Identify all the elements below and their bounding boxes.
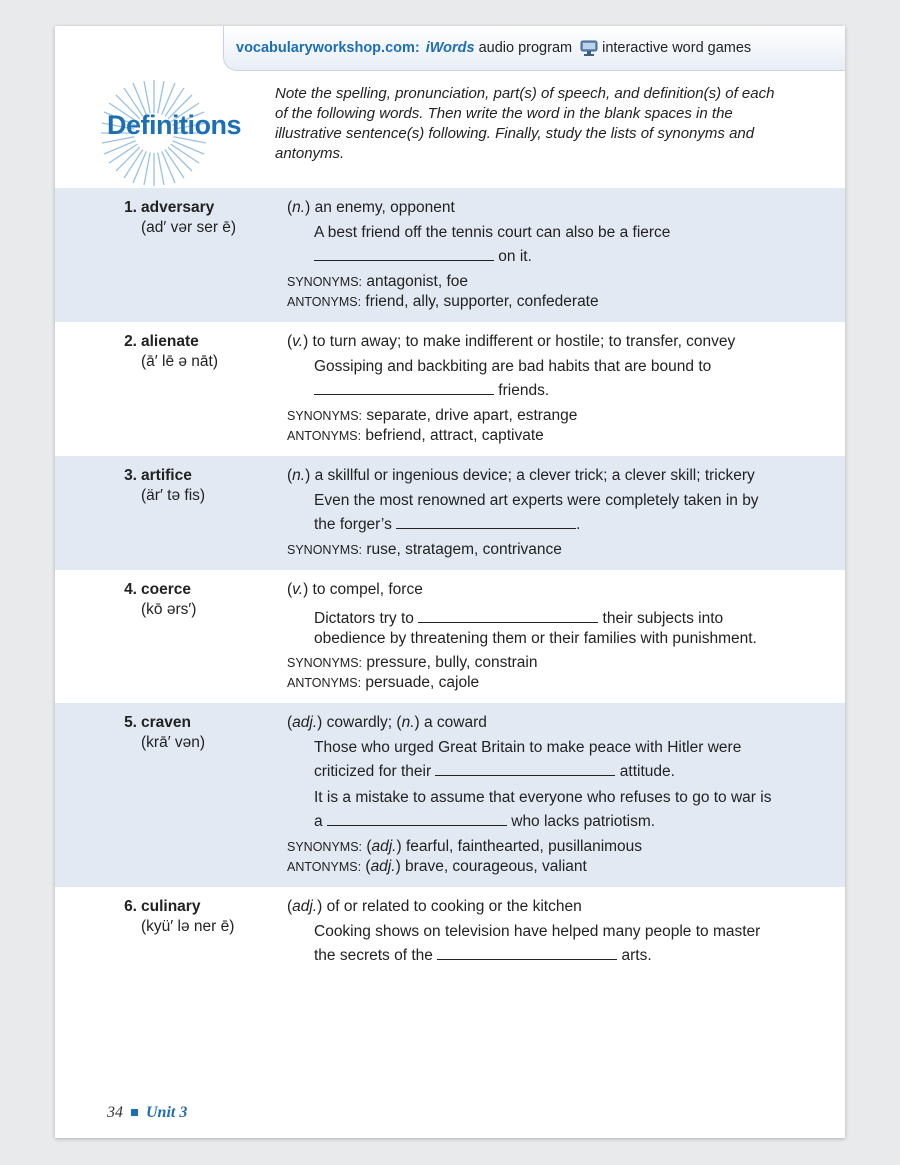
entry-word: artifice (141, 467, 192, 484)
synonyms-text: fearful, fainthearted, pusillanimous (401, 838, 643, 855)
sentence-text: Gossiping and backbiting are bad habits that are bound to (314, 358, 712, 375)
definition-text: to compel, force (308, 581, 423, 598)
illustrative-sentence (314, 920, 777, 967)
antonyms-text: persuade, cajole (361, 674, 480, 691)
antonyms (287, 292, 777, 312)
illustrative-sentence (314, 606, 777, 649)
part-of-speech: n. (401, 714, 415, 731)
sentence-text: friends. (494, 382, 550, 399)
sentence-text: attitude. (615, 763, 675, 780)
illustrative-sentence (314, 489, 777, 536)
sentence-text: It is a mistake to assume that everyone who refuses to go to war is a (314, 789, 772, 830)
synonyms-text: antagonist, foe (362, 273, 469, 290)
sentence-text: Those who urged Great Britain to make peace with Hitler were criticized for their (314, 739, 742, 780)
synonyms-label: SYNONYMS: (287, 275, 363, 289)
definitions-header (55, 70, 845, 188)
audio-program-link[interactable]: audio program (478, 40, 573, 56)
antonyms-text: brave, courageous, valiant (400, 858, 587, 875)
definition: (adj.) of or related to cooking or the kitchen (287, 898, 582, 915)
synonyms-label: SYNONYMS: (287, 543, 363, 557)
entry-word: alienate (141, 333, 199, 350)
entry-word: culinary (141, 898, 201, 915)
square-bullet-icon (131, 1109, 138, 1116)
definition-text: an enemy, opponent (310, 199, 455, 216)
synonyms: SYNONYMS: (adj.) fearful, fainthearted, pusillanimous (287, 838, 643, 855)
sentence-text: on it. (494, 248, 532, 265)
definition-text: of or related to cooking or the kitchen (322, 898, 582, 915)
iwords-logo: iWords (425, 40, 475, 56)
definition: (n.) an enemy, opponent (287, 199, 455, 216)
textbook-page (55, 26, 845, 1138)
page-number: 34 (107, 1104, 123, 1121)
illustrative-sentence (314, 786, 777, 833)
antonyms (287, 426, 777, 446)
antonyms-label: ANTONYMS: (287, 676, 362, 690)
definition-text: ) a coward (414, 714, 487, 731)
part-of-speech: n. (292, 199, 306, 216)
part-of-speech: adj. (371, 838, 397, 855)
monitor-icon (580, 40, 598, 56)
definition: (v.) to turn away; to make indifferent or hostile; to transfer, convey (287, 333, 736, 350)
illustrative-sentence (314, 736, 777, 783)
answer-blank[interactable] (396, 512, 576, 529)
synonyms-text: separate, drive apart, estrange (362, 407, 578, 424)
instructions: Note the spelling, pronunciation, part(s) of speech, and definition(s) of each of the following words. Then write the word in the blank spaces in the illustrative sentence(s) following. Finally, study the lists of synonyms and antonyms. (275, 85, 775, 162)
sentence-text: Dictators try to (314, 610, 414, 627)
synonyms (287, 406, 777, 426)
pronunciation: (är′ tə fis) (141, 487, 206, 504)
entry-adversary (55, 188, 845, 322)
synonyms-label: SYNONYMS: (287, 840, 363, 854)
pronunciation: (krā′ vən) (141, 734, 206, 751)
entry-word: adversary (141, 199, 215, 216)
answer-blank[interactable] (418, 606, 598, 623)
antonyms: ANTONYMS: (adj.) brave, courageous, valiant (287, 858, 587, 875)
sentence-text: their subjects into obedience by threatening them or their families with punishment. (314, 610, 757, 647)
sentence-text: Cooking shows on television have helped many people to master the secrets of the (314, 923, 761, 964)
entry-number: 1. (124, 199, 137, 216)
synonyms-label: SYNONYMS: (287, 409, 363, 423)
entry-culinary (55, 887, 845, 977)
part-of-speech: adj. (292, 714, 318, 731)
definition-text: to turn away; to make indifferent or hostile; to transfer, convey (308, 333, 736, 350)
page-footer (107, 1104, 187, 1122)
word-games-link[interactable]: interactive word games (602, 40, 752, 56)
antonyms-text: friend, ally, supporter, confederate (361, 293, 599, 310)
illustrative-sentence (314, 221, 777, 268)
resource-bar (223, 26, 845, 71)
definition-text: a skillful or ingenious device; a clever trick; a clever skill; trickery (310, 467, 755, 484)
site-link[interactable]: vocabularyworkshop.com: (236, 40, 420, 56)
pronunciation: (kyü′ lə ner ē) (141, 918, 235, 935)
synonyms (287, 272, 777, 292)
entry-list (55, 188, 845, 977)
entry-number: 3. (124, 467, 137, 484)
part-of-speech: v. (292, 581, 304, 598)
entry-alienate (55, 322, 845, 456)
answer-blank[interactable] (314, 244, 494, 261)
definition: (v.) to compel, force (287, 581, 423, 598)
answer-blank[interactable] (314, 378, 494, 395)
synonyms-label: SYNONYMS: (287, 656, 363, 670)
page-title: Definitions (107, 110, 241, 140)
definition: (n.) a skillful or ingenious device; a clever trick; a clever skill; trickery (287, 467, 755, 484)
answer-blank[interactable] (327, 809, 507, 826)
entry-number: 2. (124, 333, 137, 350)
answer-blank[interactable] (435, 759, 615, 776)
antonyms-label: ANTONYMS: (287, 860, 362, 874)
antonyms-label: ANTONYMS: (287, 295, 362, 309)
synonyms (287, 540, 777, 560)
entry-number: 5. (124, 714, 137, 731)
pronunciation: (ā′ lē ə nāt) (141, 353, 219, 370)
answer-blank[interactable] (437, 943, 617, 960)
part-of-speech: v. (292, 333, 304, 350)
sentence-text: . (576, 516, 581, 533)
sentence-text: arts. (617, 947, 652, 964)
sentence-text: Even the most renowned art experts were completely taken in by the forger’s (314, 492, 759, 533)
sentence-text: who lacks patriotism. (506, 813, 656, 830)
pronunciation: (ad′ vər ser ē) (141, 219, 237, 236)
entry-number: 6. (124, 898, 137, 915)
pronunciation: (kō ərs′) (141, 601, 197, 618)
definition-text: cowardly; ( (322, 714, 402, 731)
entry-number: 4. (124, 581, 137, 598)
illustrative-sentence (314, 355, 777, 402)
part-of-speech: n. (292, 467, 306, 484)
entry-word: coerce (141, 581, 191, 598)
unit-label: Unit 3 (146, 1104, 188, 1121)
synonyms-text: pressure, bully, constrain (362, 654, 538, 671)
entry-craven (55, 703, 845, 887)
synonyms (287, 653, 777, 673)
part-of-speech: adj. (370, 858, 396, 875)
antonyms (287, 673, 777, 693)
antonyms-label: ANTONYMS: (287, 429, 362, 443)
synonyms-text: ruse, stratagem, contrivance (362, 541, 562, 558)
entry-artifice (55, 456, 845, 570)
sentence-text: A best friend off the tennis court can also be a fierce (314, 224, 671, 241)
antonyms-text: befriend, attract, captivate (361, 427, 544, 444)
entry-coerce (55, 570, 845, 703)
part-of-speech: adj. (292, 898, 318, 915)
definition: (adj.) cowardly; (n.) a coward (287, 714, 487, 731)
entry-word: craven (141, 714, 191, 731)
